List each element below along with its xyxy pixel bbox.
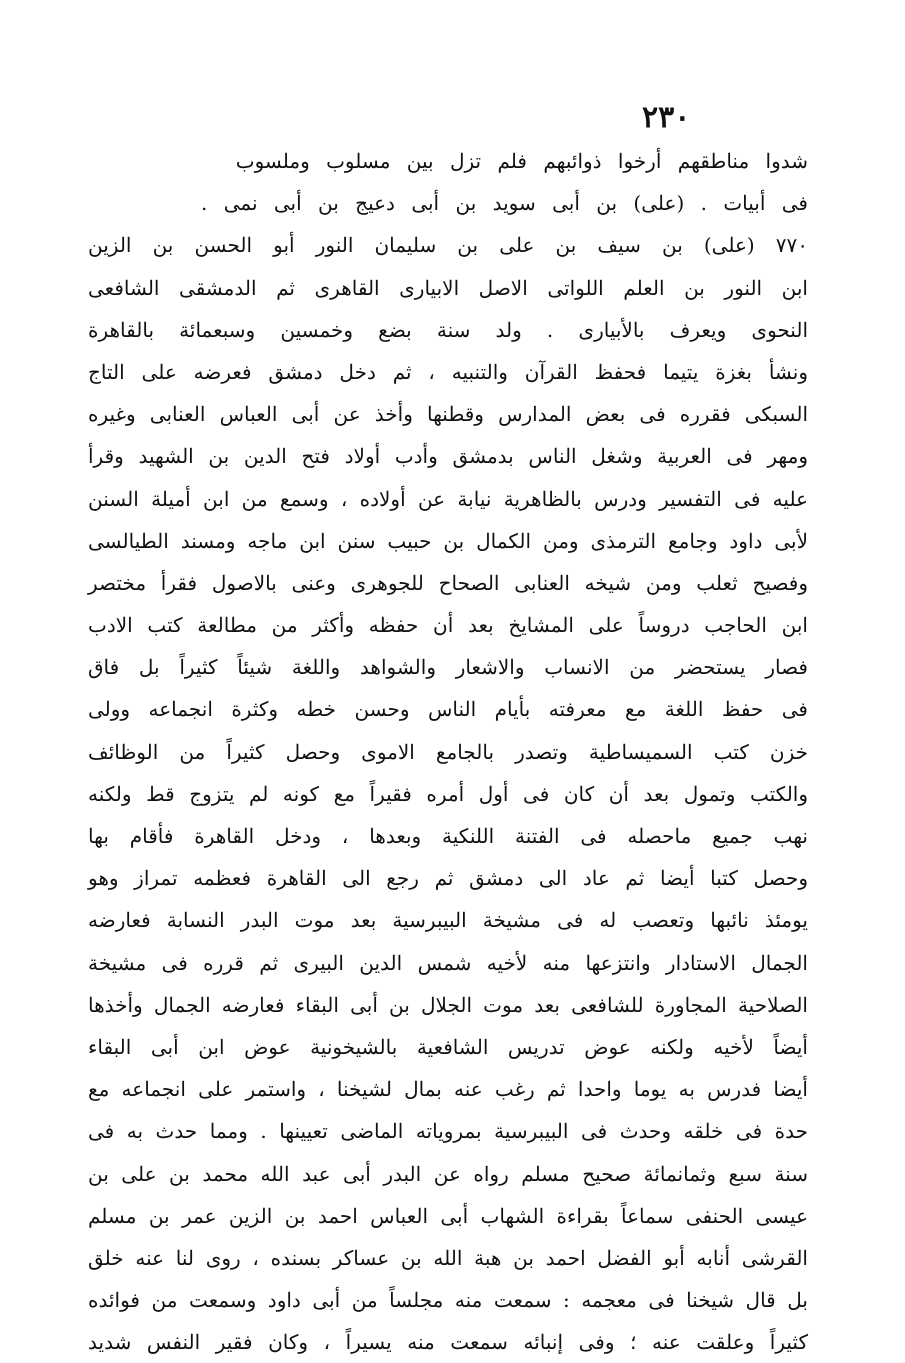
text-line: سنة سبع وثمانمائة صحيح مسلم رواه عن البدر أبى عبد الله محمد بن على بن bbox=[88, 1161, 808, 1186]
page-body bbox=[88, 140, 808, 1363]
text-line: فى حفظ اللغة مع معرفته بأيام الناس وحسن خطه وكثرة انجماعه وولى bbox=[88, 697, 808, 722]
text-line: فصار يستحضر من الانساب والاشعار والشواهد واللغة شيئاً كثيراً بل فاق bbox=[88, 655, 808, 680]
text-line: عيسى الحنفى سماعاً بقراءة الشهاب أبى العباس احمد بن الزين عمر بن مسلم bbox=[88, 1203, 808, 1228]
text-line: لأبى داود وجامع الترمذى ومن الكمال بن حبيب سنن ابن ماجه ومسند الطيالسى bbox=[88, 528, 808, 553]
text-line: يومئذ نائبها وتعصب له فى مشيخة البيبرسية بعد موت البدر النسابة فعارضه bbox=[88, 908, 808, 933]
text-line: والكتب وتمول بعد أن كان فى أول أمره فقيراً مع كونه لم يتزوج قط ولكنه bbox=[88, 781, 808, 806]
text-line: ومهر فى العربية وشغل الناس بدمشق وأدب أولاد فتح الدين بن الشهيد وقرأ bbox=[88, 444, 808, 469]
text-line: ابن النور بن العلم اللواتى الاصل الابيارى القاهرى ثم الدمشقى الشافعى bbox=[88, 275, 808, 300]
text-line: الصلاحية المجاورة للشافعى بعد موت الجلال بن أبى البقاء فعارضه الجمال وأخذها bbox=[88, 992, 808, 1017]
text-line: حدة فى خلقه وحدث فى البيبرسية بمروياته الماضى تعيينها . ومما حدث به فى bbox=[88, 1119, 808, 1144]
text-line: نهب جميع ماحصله فى الفتنة اللنكية وبعدها ، ودخل القاهرة فأقام بها bbox=[88, 824, 808, 848]
entry-heading-line: ٧٧٠ (على) بن سيف بن على بن سليمان النور أبو الحسن بن الزين bbox=[88, 233, 808, 258]
text-line: القرشى أنابه أبو الفضل احمد بن هبة الله بن عساكر بسنده ، روى لنا عنه خلق bbox=[88, 1245, 808, 1270]
text-line: ابن الحاجب دروساً على المشايخ بعد أن حفظه وأكثر من مطالعة كتب الادب bbox=[88, 613, 808, 638]
text-line: كثيراً وعلقت عنه ؛ وفى إنبائه سمعت منه يسيراً ، وكان فقير النفس شديد bbox=[88, 1330, 808, 1355]
text-line: أيضا فدرس به يوما واحدا ثم رغب عنه بمال لشيخنا ، واستمر على انجماعه مع bbox=[88, 1077, 808, 1102]
text-line: أيضاً لأخيه ولكنه عوض تدريس الشافعية بالشيخونية عوض ابن أبى البقاء bbox=[88, 1034, 808, 1059]
text-line: الجمال الاستادار وانتزعها منه لأخيه شمس الدين البيرى ثم قرره فى مشيخة bbox=[88, 950, 808, 975]
text-line: وفصيح ثعلب ومن شيخه العنابى الصحاح للجوهرى وعنى بالاصول فقرأ مختصر bbox=[88, 570, 808, 595]
text-line: عليه فى التفسير ودرس بالظاهرية نيابة عن أولاده ، وسمع من ابن أميلة السنن bbox=[88, 486, 808, 511]
text-line: بل قال شيخنا فى معجمه : سمعت منه مجلساً من أبى داود وسمعت من فوائده bbox=[88, 1288, 808, 1313]
text-line: فى أبيات . (على) بن أبى سويد بن أبى دعيج بن أبى نمى . bbox=[201, 191, 808, 216]
text-line: خزن كتب السميساطية وتصدر بالجامع الاموى وحصل كثيراً من الوظائف bbox=[88, 739, 808, 764]
text-line: السبكى فقرره فى بعض المدارس وقطنها وأخذ عن أبى العباس العنابى وغيره bbox=[88, 402, 808, 427]
verse-line: شدوا مناطقهم أرخوا ذوائبهم فلم تزل بين مسلوب وملسوب bbox=[235, 149, 808, 173]
text-line: النحوى ويعرف بالأبيارى . ولد سنة بضع وخمسين وسبعمائة بالقاهرة bbox=[88, 317, 808, 342]
page-number: ٢٣٠ bbox=[642, 100, 691, 135]
text-line: ونشأ بغزة يتيما فحفظ القرآن والتنبيه ، ثم دخل دمشق فعرضه على التاج bbox=[88, 359, 808, 384]
text-line: وحصل كتبا أيضا ثم عاد الى دمشق ثم رجع الى القاهرة فعظمه تمراز وهو bbox=[88, 866, 808, 891]
